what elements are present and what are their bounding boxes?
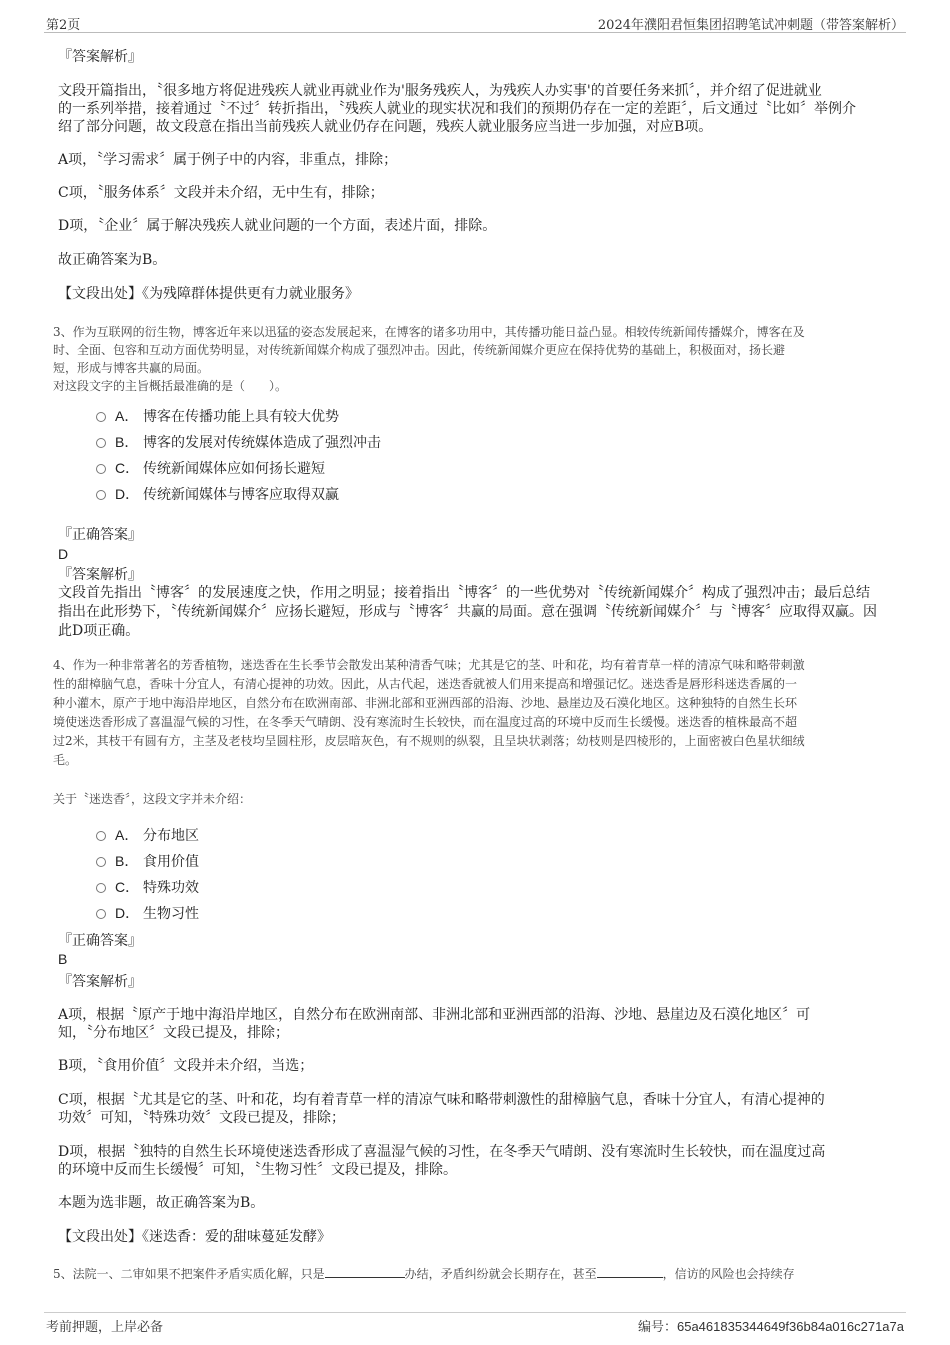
q5-blank-2[interactable] bbox=[597, 1265, 663, 1278]
q3-stem-line-2: 时、全面、包容和互动方面优势明显，对传统新闻媒介构成了强烈冲击。因此，传统新闻媒介更应在保持优势的基础上，积极面对，扬长避 bbox=[53, 343, 786, 357]
page-header bbox=[44, 12, 906, 33]
page-footer bbox=[44, 1312, 906, 1335]
q2-conclusion: 故正确答案为B。 bbox=[58, 252, 167, 268]
q4-conclusion: 本题为选非题，故正确答案为B。 bbox=[58, 1195, 265, 1211]
page-number: 第2页 bbox=[46, 18, 81, 33]
q4-stem-line-1: 4、作为一种非常著名的芳香植物，迷迭香在生长季节会散发出某种清香气味；尤其是它的茎、叶和花，均有着青草一样的清凉气味和略带刺激 bbox=[53, 658, 805, 672]
q3-analysis-line-3: 此D项正确。 bbox=[58, 623, 140, 639]
q4-option-d[interactable]: D． 生物习性 bbox=[96, 904, 199, 924]
q4-answer-label: 『正确答案』 bbox=[58, 933, 142, 949]
q2-item-c: C项，〝服务体系〞文段并未介绍，无中生有，排除； bbox=[58, 185, 384, 201]
q2-analysis-line-1: 文段开篇指出，〝很多地方将促进残疾人就业再就业作为'服务残疾人，为残疾人办实事'的首要任务来抓〞，并介绍了促进就业 bbox=[58, 83, 822, 99]
q5-blank-1[interactable] bbox=[325, 1265, 405, 1278]
radio-icon[interactable] bbox=[96, 412, 106, 422]
q4-stem-line-2: 性的甜樟脑气息，香味十分宜人，有清心提神的功效。因此，从古代起，迷迭香就被人们用来提高和增强记忆。迷迭香是唇形科迷迭香属的一 bbox=[53, 677, 798, 691]
q2-analysis-line-3: 绍了部分问题，故文段意在指出当前残疾人就业仍存在问题，残疾人就业服务应当进一步加强，对应B项。 bbox=[58, 119, 713, 135]
q4-answer: B bbox=[58, 951, 68, 967]
radio-icon[interactable] bbox=[96, 831, 106, 841]
q2-source: 【文段出处】《为残障群体提供更有力就业服务》 bbox=[58, 286, 359, 302]
radio-icon[interactable] bbox=[96, 490, 106, 500]
q3-option-d[interactable]: D． 传统新闻媒体与博客应取得双赢 bbox=[96, 485, 339, 505]
q4-option-b[interactable]: B． 食用价值 bbox=[96, 852, 199, 872]
q3-option-c[interactable]: C． 传统新闻媒体应如何扬长避短 bbox=[96, 459, 325, 479]
q3-analysis-label: 『答案解析』 bbox=[58, 567, 142, 583]
q4-item-c-line-1: C项，根据〝尤其是它的茎、叶和花，均有着青草一样的清凉气味和略带刺激性的甜樟脑气息，香味十分宜人，有清心提神的 bbox=[58, 1092, 825, 1108]
q4-option-a[interactable]: A． 分布地区 bbox=[96, 826, 199, 846]
q4-item-d-line-2: 的环境中反而生长缓慢〞可知，〝生物习性〞文段已提及，排除。 bbox=[58, 1162, 457, 1178]
q3-option-a[interactable]: A． 博客在传播功能上具有较大优势 bbox=[96, 407, 339, 427]
q4-stem-line-5: 过2米，其枝干有圆有方，主茎及老枝均呈圆柱形，皮层暗灰色，有不规则的纵裂，且呈块状剥落；幼枝则是四棱形的，上面密被白色星状细绒 bbox=[53, 734, 805, 748]
q4-stem-line-4: 境使迷迭香形成了喜温湿气候的习性，在冬季天气晴朗、没有寒流时生长较快，而在温度过高的环境中反而生长缓慢。迷迭香的植株最高不超 bbox=[53, 715, 798, 729]
q4-question: 关于〝迷迭香〞，这段文字并未介绍： bbox=[53, 792, 252, 806]
q3-analysis-line-1: 文段首先指出〝博客〞的发展速度之快，作用之明显；接着指出〝博客〞的一些优势对〝传统新闻媒介〞构成了强烈冲击；最后总结 bbox=[58, 585, 870, 601]
q4-option-c[interactable]: C． 特殊功效 bbox=[96, 878, 199, 898]
q4-stem-line-3: 种小灌木，原产于地中海沿岸地区，自然分布在欧洲南部、非洲北部和亚洲西部的沿海、沙地、悬崖边及石漠化地区。这种独特的自然生长环 bbox=[53, 696, 798, 710]
q4-item-a-line-1: A项，根据〝原产于地中海沿岸地区，自然分布在欧洲南部、非洲北部和亚洲西部的沿海、沙地、悬崖边及石漠化地区〞可 bbox=[58, 1007, 811, 1023]
q3-stem-line-3: 短，形成与博客共赢的局面。 bbox=[53, 361, 210, 375]
radio-icon[interactable] bbox=[96, 464, 106, 474]
q3-answer-label: 『正确答案』 bbox=[58, 527, 142, 543]
radio-icon[interactable] bbox=[96, 857, 106, 867]
q4-item-c-line-2: 功效〞可知，〝特殊功效〞文段已提及，排除； bbox=[58, 1110, 345, 1126]
document-title: 2024年濮阳君恒集团招聘笔试冲刺题（带答案解析） bbox=[597, 18, 904, 33]
q5-stem: 5、法院一、二审如果不把案件矛盾实质化解，只是 办结，矛盾纠纷就会长期存在，甚至 ，信访的风险也会持续存 bbox=[53, 1267, 795, 1281]
q2-analysis-line-2: 的一系列举措，接着通过〝不过〞转折指出，〝残疾人就业的现实状况和我们的预期仍存在一定的差距〞，后文通过〝比如〞举例介 bbox=[58, 101, 856, 117]
radio-icon[interactable] bbox=[96, 883, 106, 893]
q3-question: 对这段文字的主旨概括最准确的是（ ）。 bbox=[53, 379, 288, 393]
q4-analysis-label: 『答案解析』 bbox=[58, 974, 142, 990]
q4-item-b: B项，〝食用价值〞文段并未介绍，当选； bbox=[58, 1058, 314, 1074]
document-code: 编号：65a461835344649f36b84a016c271a7a bbox=[637, 1319, 904, 1335]
q3-option-b[interactable]: B． 博客的发展对传统媒体造成了强烈冲击 bbox=[96, 433, 381, 453]
q3-analysis-line-2: 指出在此形势下，〝传统新闻媒介〞应扬长避短，形成与〝博客〞共赢的局面。意在强调〝传统新闻媒介〞与〝博客〞应取得双赢。因 bbox=[58, 604, 877, 620]
q4-stem-line-6: 毛。 bbox=[53, 753, 78, 767]
q2-item-d: D项，〝企业〞属于解决残疾人就业问题的一个方面，表述片面，排除。 bbox=[58, 218, 497, 234]
q4-item-a-line-2: 知，〝分布地区〞文段已提及，排除； bbox=[58, 1025, 289, 1041]
q2-analysis-label: 『答案解析』 bbox=[58, 49, 142, 65]
q3-answer: D bbox=[58, 546, 69, 562]
q2-item-a: A项，〝学习需求〞属于例子中的内容，非重点，排除； bbox=[58, 152, 398, 168]
radio-icon[interactable] bbox=[96, 909, 106, 919]
footer-slogan: 考前押题，上岸必备 bbox=[46, 1320, 164, 1335]
q4-source: 【文段出处】《迷迭香：爱的甜味蔓延发酵》 bbox=[58, 1229, 331, 1245]
q4-item-d-line-1: D项，根据〝独特的自然生长环境使迷迭香形成了喜温湿气候的习性，在冬季天气晴朗、没有寒流时生长较快，而在温度过高 bbox=[58, 1144, 826, 1160]
q3-stem-line-1: 3、作为互联网的衍生物，博客近年来以迅猛的姿态发展起来，在博客的诸多功用中，其传播功能日益凸显。相较传统新闻传播媒介，博客在及 bbox=[53, 325, 805, 339]
radio-icon[interactable] bbox=[96, 438, 106, 448]
